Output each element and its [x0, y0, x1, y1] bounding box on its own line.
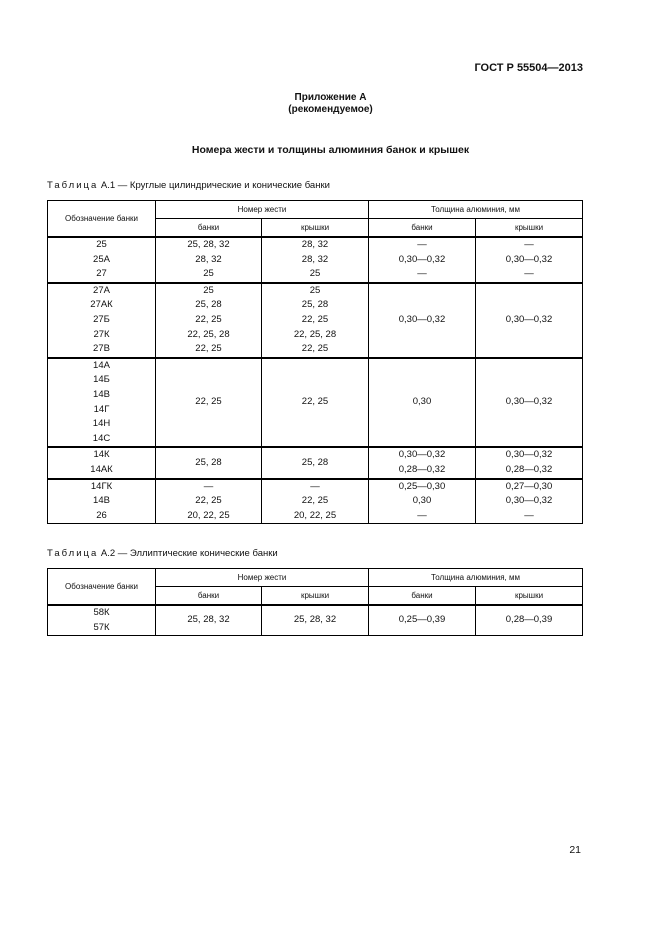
cell-line: 14АК	[90, 463, 113, 475]
tin-lids-cell	[262, 447, 369, 478]
cell-line: 28, 32	[301, 239, 329, 250]
header-designation: Обозначение банки	[48, 569, 156, 606]
table-elliptical-cans	[47, 568, 583, 636]
cell-line: 22, 25, 28	[187, 328, 230, 340]
designation-cell	[48, 358, 156, 448]
table1-caption-title: — Круглые цилиндрические и конические банки	[117, 180, 330, 191]
cell-line: 0,27—0,30	[505, 480, 553, 492]
designation-cell	[48, 237, 156, 283]
al-lids-cell	[476, 447, 583, 478]
al-cans-cell	[369, 479, 476, 524]
cell-line: 0,25—0,39	[398, 614, 446, 626]
subheader-tin-cans: банки	[156, 219, 262, 238]
tin-cans-cell	[156, 237, 262, 283]
tin-lids-cell	[262, 237, 369, 283]
table-row	[48, 283, 583, 358]
subheader-al-cans: банки	[369, 219, 476, 238]
cell-line: 22, 25	[195, 495, 222, 507]
tin-lids-cell	[262, 283, 369, 358]
cell-line: 22, 25	[301, 343, 329, 355]
designation-cell	[48, 447, 156, 478]
table1-caption-label: Таблица	[47, 180, 99, 191]
table-row	[48, 447, 583, 478]
table2-caption-label: Таблица	[47, 548, 99, 559]
tin-cans-cell	[156, 358, 262, 448]
cell-line: 14В	[93, 388, 110, 400]
tin-lids-cell	[262, 605, 369, 636]
cell-line: 0,30—0,32	[505, 396, 553, 408]
cell-line: 25	[203, 284, 214, 296]
cell-line: 27В	[93, 343, 110, 355]
cell-line: 57К	[93, 621, 110, 633]
annex-title: Приложение А	[294, 92, 367, 103]
cell-line: 0,30—0,32	[398, 253, 446, 265]
cell-line: 0,28—0,39	[505, 614, 553, 626]
cell-line: 22, 25	[301, 313, 329, 325]
cell-line: 27АК	[90, 299, 113, 311]
al-lids-cell	[476, 605, 583, 636]
cell-line: 25А	[93, 253, 110, 265]
cell-line: —	[524, 268, 534, 280]
cell-line: 25	[203, 268, 214, 280]
cell-line: 22, 25	[195, 396, 222, 408]
tin-cans-cell	[156, 447, 262, 478]
cell-line: —	[524, 509, 534, 521]
cell-line: 25, 28, 32	[187, 614, 230, 626]
cell-line: —	[524, 239, 534, 250]
cell-line: 28, 32	[301, 253, 329, 265]
cell-line: 27	[96, 268, 107, 280]
cell-line: 14Г	[93, 403, 110, 415]
cell-line: —	[417, 268, 427, 280]
header-aluminium-thickness: Толщина алюминия, мм	[369, 569, 583, 587]
al-cans-cell	[369, 605, 476, 636]
cell-line: 25, 28	[195, 299, 222, 311]
table1-caption-number: А.1	[100, 180, 116, 191]
annex-title-block	[0, 92, 661, 116]
cell-line: 28, 32	[195, 253, 222, 265]
designation-cell	[48, 605, 156, 636]
cell-line: 14В	[93, 495, 110, 507]
page-number: 21	[569, 844, 581, 856]
cell-line: 25, 28, 32	[293, 614, 337, 626]
tin-lids-cell	[262, 358, 369, 448]
subheader-al-lids: крышки	[476, 219, 583, 238]
cell-line: 20, 22, 25	[187, 509, 230, 521]
cell-line: 0,30—0,32	[505, 313, 553, 325]
al-lids-cell	[476, 358, 583, 448]
cell-line: 27Б	[93, 313, 110, 325]
tin-lids-cell	[262, 479, 369, 524]
cell-line: 22, 25	[195, 343, 222, 355]
table-row	[48, 479, 583, 524]
standard-number: ГОСТ Р 55504—2013	[474, 62, 583, 74]
cell-line: 0,30	[412, 495, 432, 507]
al-lids-cell	[476, 283, 583, 358]
subheader-al-lids: крышки	[476, 587, 583, 606]
cell-line: 0,30	[412, 396, 432, 408]
tin-cans-cell	[156, 479, 262, 524]
annex-subtitle: (рекомендуемое)	[288, 104, 373, 115]
table2-caption-number: А.2	[100, 548, 116, 559]
al-lids-cell	[476, 479, 583, 524]
header-tin-number: Номер жести	[156, 201, 369, 219]
cell-line: —	[417, 509, 427, 521]
table-row	[48, 237, 583, 283]
header-aluminium-thickness: Толщина алюминия, мм	[369, 201, 583, 219]
header-tin-number: Номер жести	[156, 569, 369, 587]
designation-cell	[48, 479, 156, 524]
table-row	[48, 358, 583, 448]
subheader-tin-lids: крышки	[262, 219, 369, 238]
cell-line: 22, 25	[195, 313, 222, 325]
cell-line: 25	[96, 239, 107, 250]
cell-line: 25, 28	[301, 299, 329, 311]
cell-line: 20, 22, 25	[293, 509, 337, 521]
tin-cans-cell	[156, 605, 262, 636]
al-cans-cell	[369, 237, 476, 283]
cell-line: 25	[309, 284, 321, 296]
cell-line: 25, 28	[301, 456, 329, 468]
cell-line: 22, 25	[301, 396, 329, 408]
cell-line: 0,25—0,30	[398, 480, 446, 492]
cell-line: 0,30—0,32	[398, 449, 446, 461]
cell-line: 0,28—0,32	[505, 463, 553, 475]
subheader-tin-lids: крышки	[262, 587, 369, 606]
header-designation: Обозначение банки	[48, 201, 156, 238]
cell-line: 0,30—0,32	[505, 253, 553, 265]
cell-line: 14К	[93, 449, 110, 461]
table2-caption	[47, 548, 278, 559]
al-cans-cell	[369, 447, 476, 478]
cell-line: 0,28—0,32	[398, 463, 446, 475]
cell-line: 14А	[93, 359, 110, 371]
cell-line: 14ГК	[90, 480, 113, 492]
cell-line: 0,30—0,32	[505, 449, 553, 461]
cell-line: 0,30—0,32	[398, 313, 446, 325]
cell-line: 26	[96, 509, 107, 521]
al-cans-cell	[369, 283, 476, 358]
cell-line: 25, 28, 32	[187, 239, 230, 250]
cell-line: —	[310, 480, 320, 492]
tin-cans-cell	[156, 283, 262, 358]
al-cans-cell	[369, 358, 476, 448]
cell-line: 58К	[93, 607, 110, 618]
cell-line: 22, 25	[301, 495, 329, 507]
al-lids-cell	[476, 237, 583, 283]
table-round-cans	[47, 200, 583, 524]
table2-caption-title: — Эллиптические конические банки	[117, 548, 278, 559]
section-heading: Номера жести и толщины алюминия банок и крышек	[191, 144, 470, 156]
cell-line: 22, 25, 28	[293, 328, 337, 340]
cell-line: —	[203, 480, 214, 492]
table-row	[48, 605, 583, 636]
designation-cell	[48, 283, 156, 358]
cell-line: 25, 28	[195, 456, 222, 468]
cell-line: 14Б	[93, 374, 110, 386]
table1-caption	[47, 180, 330, 191]
cell-line: 25	[309, 268, 321, 280]
cell-line: —	[417, 239, 427, 250]
cell-line: 14С	[92, 432, 111, 444]
cell-line: 27К	[93, 328, 110, 340]
cell-line: 14Н	[92, 418, 111, 430]
cell-line: 0,30—0,32	[505, 495, 553, 507]
subheader-tin-cans: банки	[156, 587, 262, 606]
cell-line: 27А	[93, 284, 110, 296]
subheader-al-cans: банки	[369, 587, 476, 606]
